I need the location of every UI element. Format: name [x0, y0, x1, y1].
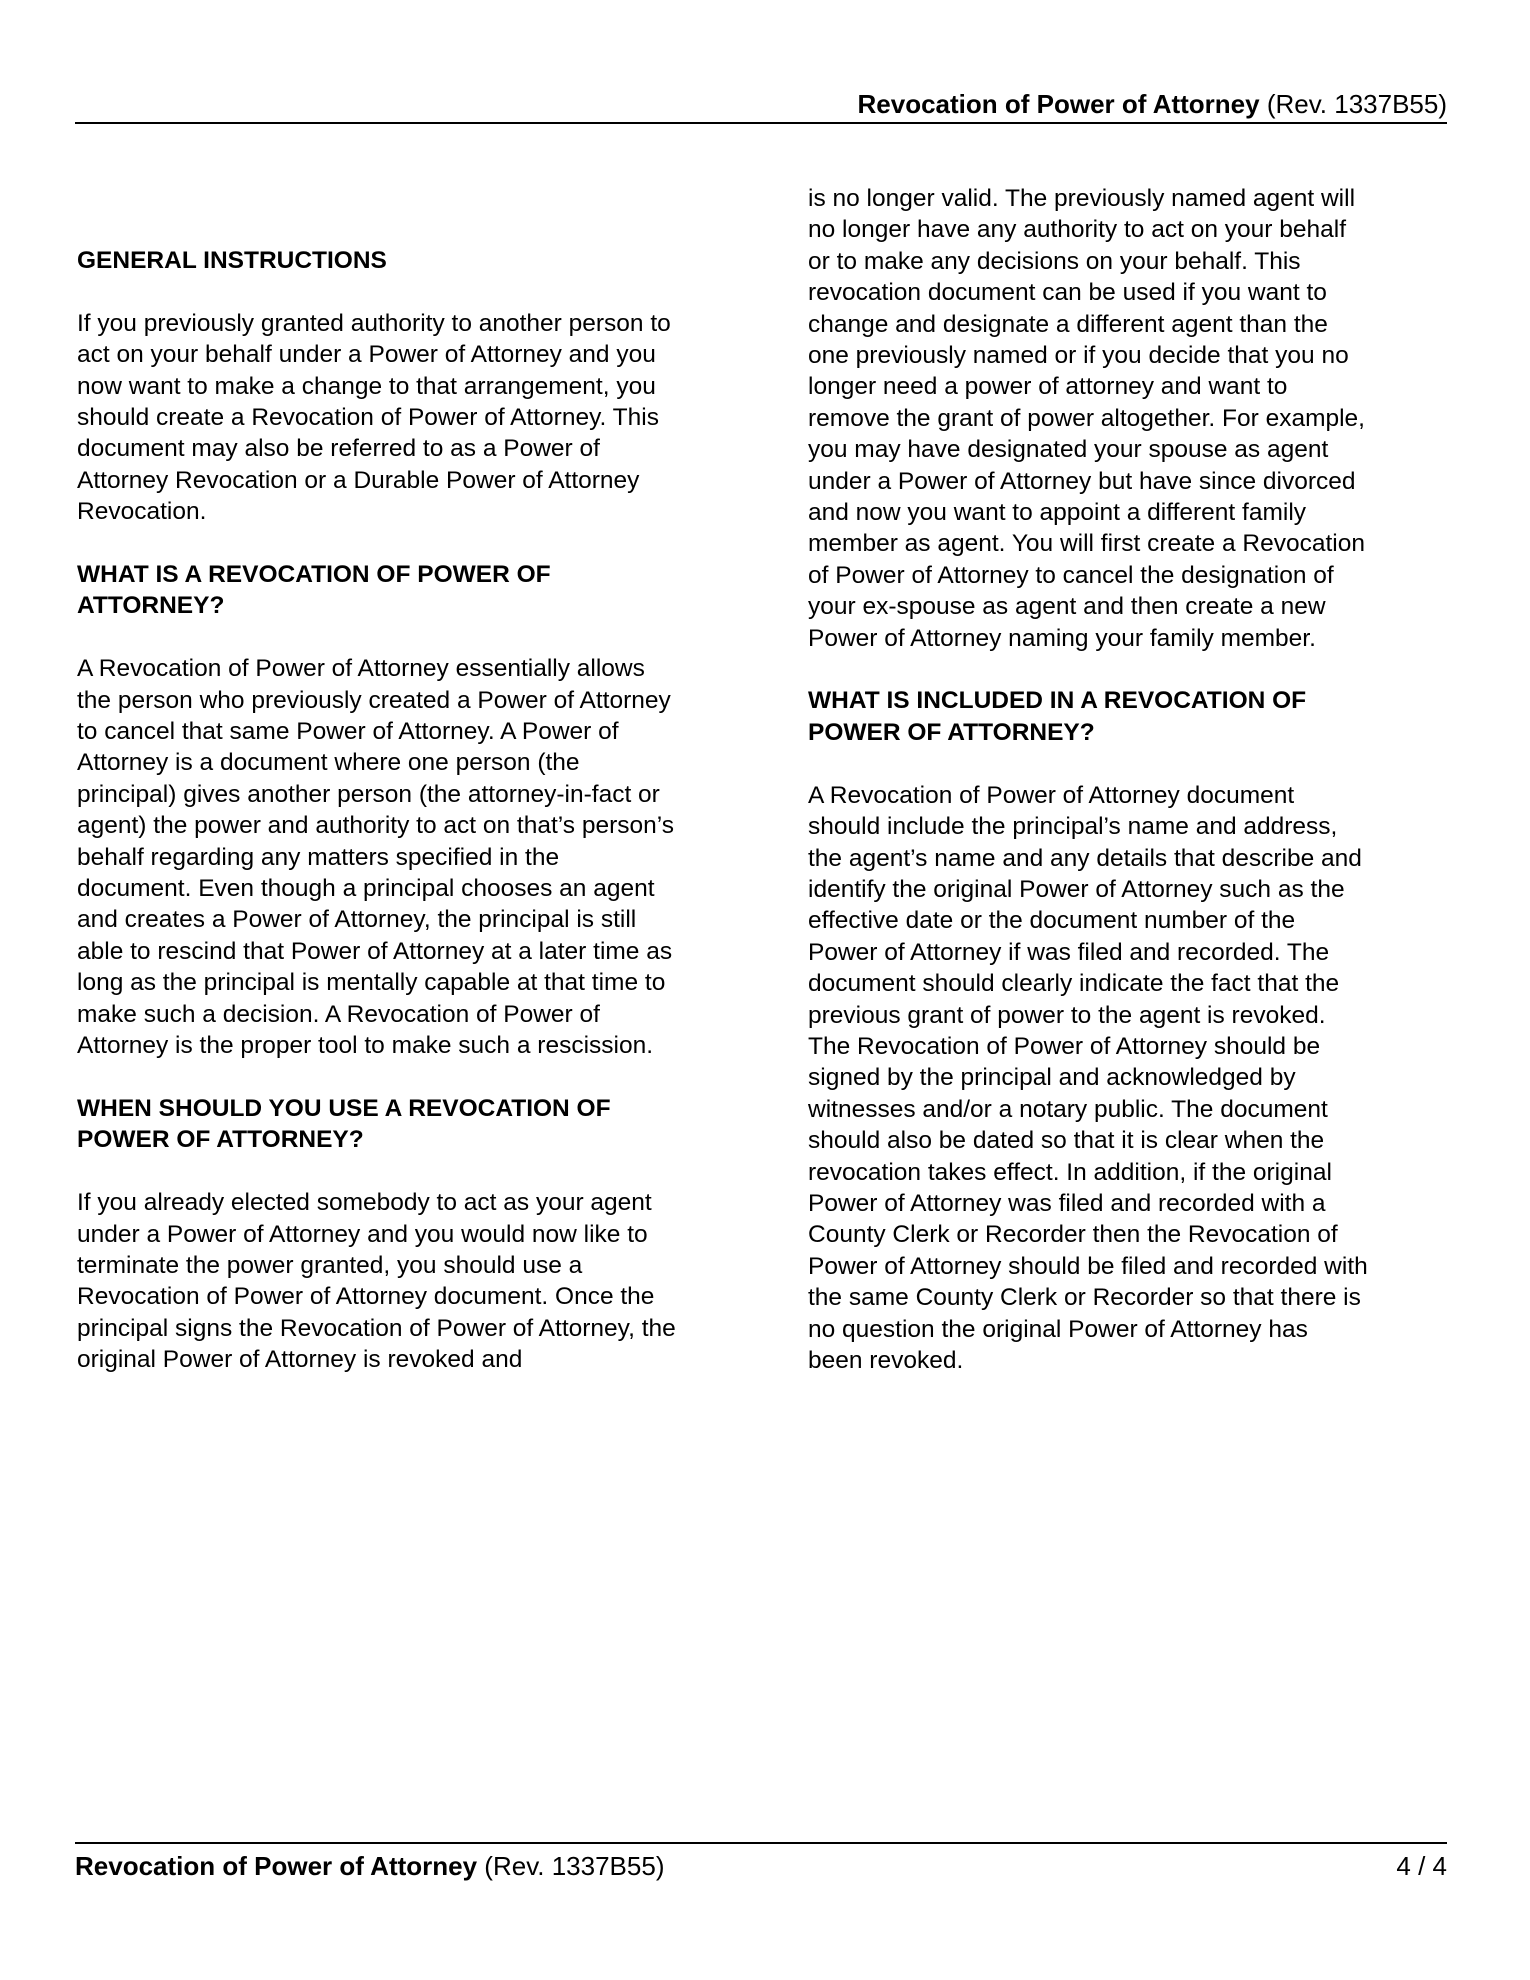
- section-heading-what-is-included: WHAT IS INCLUDED IN A REVOCATION OF POWER OF ATTORNEY?: [808, 687, 1307, 746]
- left-column: [77, 245, 677, 1407]
- footer-title-wrap: [75, 1850, 664, 1882]
- header-revision: (Rev. 1337B55): [1259, 89, 1447, 119]
- section-heading-general-instructions: GENERAL INSTRUCTIONS: [77, 247, 387, 274]
- paragraph-when-to-use: If you already elected somebody to act as your agent under a Power of Attorney and you would now like to terminate the power granted, you should use a Revocation of Power of Attorney document. Once the principal signs the Revocation of Power of Attorney, the original Power of Attorney is revoked and: [77, 1189, 676, 1374]
- paragraph-general-instructions: If you previously granted authority to another person to act on your behalf under a Power of Attorney and you now want to make a change to that arrangement, you should create a Revocation of Power of Attorney. This document may also be referred to as a Power of Attorney Revocation or a Durable Power of Attorney Revocation.: [77, 309, 671, 526]
- page-footer: [75, 1842, 1447, 1882]
- page-number: 4 / 4: [1396, 1851, 1447, 1881]
- header-title: Revocation of Power of Attorney: [857, 89, 1260, 119]
- paragraph-what-is: A Revocation of Power of Attorney essentially allows the person who previously created a Power of Attorney to cancel that same Power of Attorney. A Power of Attorney is a document where one person (the principal) gives another person (the attorney-in-fact or agent) the power and authority to act on that’s person’s behalf regarding any matters specified in the document. Even though a principal chooses an agent and creates a Power of Attorney, the principal is still able to rescind that Power of Attorney at a later time as long as the principal is mentally capable at that time to make such a decision. A Revocation of Power of Attorney is the proper tool to make such a rescission.: [77, 655, 675, 1060]
- section-heading-when-to-use: WHEN SHOULD YOU USE A REVOCATION OF POWER OF ATTORNEY?: [77, 1094, 611, 1154]
- paragraph-what-is-included: A Revocation of Power of Attorney document should include the principal’s name and address, the agent’s name and any details that describe and identify the original Power of Attorney such as the effective date or the document number of the Power of Attorney if was filed and recorded. The document should clearly indicate the fact that the previous grant of power to the agent is revoked. The Revocation of Power of Attorney should be signed by the principal and acknowledged by witnesses and/or a notary public. The document should also be dated so that it is clear when the revocation takes effect. In addition, if the original Power of Attorney was filed and recorded with a County Clerk or Recorder then the Revocation of Power of Attorney should be filed and recorded with the same County Clerk or Recorder so that there is no question the original Power of Attorney has been revoked.: [808, 781, 1368, 1374]
- page-header: [75, 88, 1447, 124]
- paragraph-when-to-use-continued: is no longer valid. The previously named agent will no longer have any authority to act on your behalf or to make any decisions on your behalf. This revocation document can be used if you want to change and designate a different agent than the one previously named or if you decide that you no longer need a power of attorney and want to remove the grant of power altogether. For example, you may have designated your spouse as agent under a Power of Attorney but have since divorced and now you want to appoint a different family member as agent. You will first create a Revocation of Power of Attorney to cancel the designation of your ex-spouse as agent and then create a new Power of Attorney naming your family member.: [808, 185, 1365, 652]
- footer-revision: (Rev. 1337B55): [477, 1851, 665, 1881]
- footer-title: Revocation of Power of Attorney: [75, 1851, 478, 1881]
- section-heading-what-is: WHAT IS A REVOCATION OF POWER OF ATTORNEY?: [77, 561, 551, 620]
- right-column: [808, 183, 1368, 1408]
